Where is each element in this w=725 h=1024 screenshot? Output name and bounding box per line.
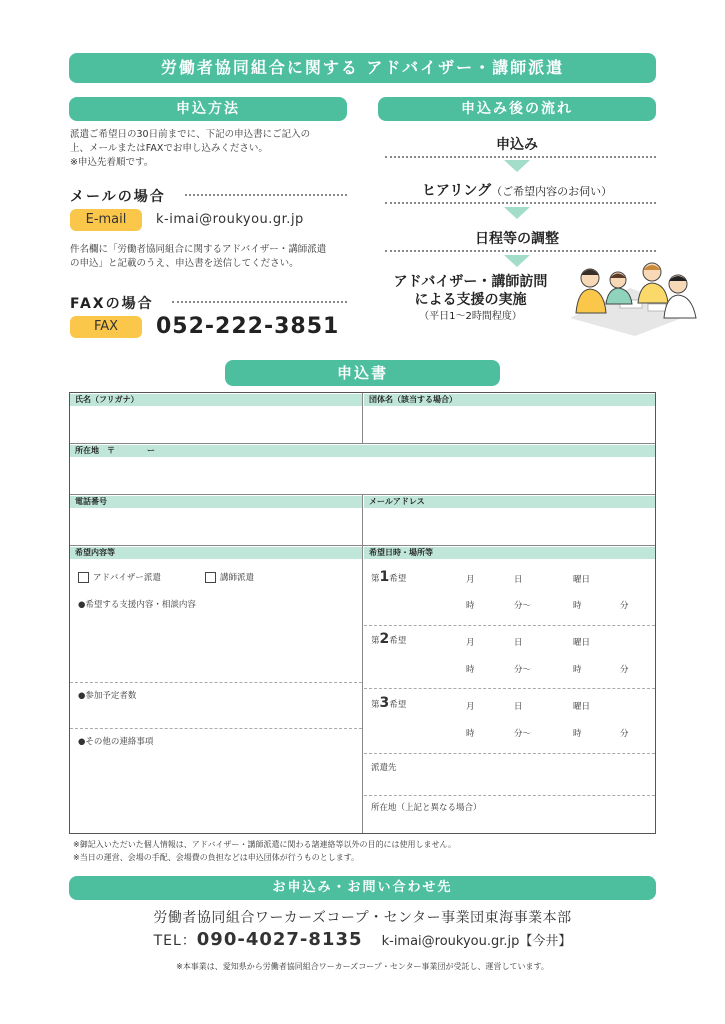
email-field[interactable] — [364, 508, 655, 545]
phone-header: 電話番号 — [70, 496, 362, 508]
day-label: 日 — [514, 702, 523, 712]
hour-label: 時 — [466, 601, 475, 611]
weekday-label: 曜日 — [573, 638, 591, 648]
minute-label: 分 — [620, 601, 629, 611]
flow-step-hearing-label: ヒアリング — [421, 183, 492, 199]
dest-address-label: 所在地（上記と異なる場合） — [371, 803, 482, 813]
flow-step-visit — [378, 273, 563, 325]
support-detail-label: ●希望する支援内容・相談内容 — [78, 600, 196, 610]
minute-label: 分 — [620, 729, 629, 739]
mail-dots-divider — [185, 194, 347, 196]
form-notes — [73, 838, 456, 864]
person-3-body — [664, 295, 696, 318]
mail-section-title: メールの場合 — [70, 189, 166, 205]
preference-2-field[interactable] — [364, 626, 655, 688]
flow-divider-3 — [385, 250, 656, 252]
destination-label: 派遣先 — [371, 763, 397, 773]
apply-intro-line2: 上、メールまたはFAXでお申し込みください。 — [70, 143, 268, 154]
divider — [70, 728, 362, 729]
advisor-checkbox[interactable] — [78, 572, 89, 583]
address-header: 所在地 〒 ー — [70, 445, 655, 457]
month-label: 月 — [466, 702, 475, 712]
mail-note-line2: の申込」と記載のうえ、申込書を送信してください。 — [70, 258, 299, 269]
name-header: 氏名（フリガナ） — [70, 394, 362, 406]
preference-1-field[interactable] — [364, 559, 655, 625]
option-lecturer-label: 講師派遣 — [220, 573, 255, 583]
contact-org: 労働者協同組合ワーカーズコープ・センター事業団東海事業本部 — [153, 910, 572, 926]
email-tag: E-mail — [70, 209, 142, 231]
person-1-hair — [581, 270, 599, 276]
option-advisor[interactable] — [78, 571, 161, 583]
flow-step-hearing-sub: （ご希望内容のお伺い） — [491, 185, 613, 198]
option-advisor-label: アドバイザー派遣 — [93, 573, 161, 583]
hour-label: 時 — [466, 729, 475, 739]
minute-from-label: 分～ — [514, 665, 532, 675]
support-detail-field[interactable] — [70, 613, 362, 681]
note-line1: ※御記入いただいた個人情報は、アドバイザー・講師派遣に関わる諸連絡等以外の目的には使用しません。 — [73, 840, 457, 849]
hour-label: 時 — [573, 601, 582, 611]
option-lecturer[interactable] — [205, 571, 254, 583]
page-title: 労働者協同組合に関する アドバイザー・講師派遣 — [69, 53, 656, 83]
pref-prefix: 第 — [371, 574, 380, 584]
person-2-body — [638, 283, 668, 303]
divider — [364, 753, 655, 754]
apply-intro-line3: ※申込先着順です。 — [70, 157, 154, 168]
minute-from-label: 分～ — [514, 729, 532, 739]
flow-step-apply: 申込み — [496, 137, 538, 153]
pref-suffix: 希望 — [389, 574, 407, 584]
lecturer-checkbox[interactable] — [205, 572, 216, 583]
flow-divider-2 — [385, 202, 656, 204]
meeting-illustration — [560, 258, 700, 336]
pref-suffix: 希望 — [389, 700, 407, 710]
flow-step-schedule: 日程等の調整 — [475, 231, 559, 247]
email-header: メールアドレス — [364, 496, 655, 508]
hour-label: 時 — [573, 665, 582, 675]
flow-step-visit-line1: アドバイザー・講師訪問 — [393, 274, 548, 290]
hour-label: 時 — [466, 665, 475, 675]
apply-intro-line1: 派遣ご希望日の30日前までに、下記の申込書にご記入の — [70, 129, 311, 140]
contact-person: 【今井】 — [519, 934, 572, 949]
minute-label: 分 — [620, 665, 629, 675]
pref-prefix: 第 — [371, 636, 380, 646]
name-field[interactable] — [70, 406, 362, 443]
flow-step-visit-line2: による支援の実施 — [414, 292, 527, 308]
application-form — [69, 392, 656, 834]
form-title: 申込書 — [225, 360, 500, 386]
request-header: 希望内容等 — [70, 547, 362, 559]
contact-line — [69, 929, 656, 950]
mail-note — [70, 243, 355, 271]
pref-number: 3 — [379, 695, 390, 711]
contact-tel: 090-4027-8135 — [196, 929, 363, 950]
apply-intro — [70, 128, 350, 170]
org-field[interactable] — [364, 406, 655, 443]
day-label: 日 — [514, 575, 523, 585]
person-1-body — [576, 289, 606, 313]
month-label: 月 — [466, 575, 475, 585]
weekday-label: 曜日 — [573, 702, 591, 712]
flow-step-visit-sub: （平日1～2時間程度） — [419, 311, 522, 322]
dest-address-field[interactable] — [364, 813, 655, 833]
tel-label: TEL： — [153, 933, 197, 949]
fax-number: 052-222-3851 — [156, 314, 340, 339]
fax-tag: FAX — [70, 316, 142, 338]
address-field[interactable] — [70, 457, 655, 494]
minute-from-label: 分～ — [514, 601, 532, 611]
day-label: 日 — [514, 638, 523, 648]
schedule-header: 希望日時・場所等 — [364, 547, 655, 559]
other-contact-field[interactable] — [70, 748, 362, 832]
divider — [362, 545, 363, 833]
person-3-hair — [669, 276, 687, 281]
flow-arrow-3 — [504, 255, 530, 267]
weekday-label: 曜日 — [573, 575, 591, 585]
fax-dots-divider — [172, 301, 347, 303]
attendees-field[interactable] — [70, 701, 362, 727]
divider — [364, 795, 655, 796]
paper-shape-2 — [648, 304, 666, 311]
org-header: 団体名（該当する場合） — [364, 394, 655, 406]
attendees-label: ●参加予定者数 — [78, 691, 137, 701]
divider — [362, 494, 363, 546]
divider — [70, 443, 655, 444]
destination-field[interactable] — [364, 773, 655, 795]
apply-method-title: 申込方法 — [69, 97, 347, 121]
flow-arrow-1 — [504, 160, 530, 172]
pref-number: 2 — [379, 631, 390, 647]
divider — [70, 682, 362, 683]
footnote: ※本事業は、愛知県から労働者協同組合ワーカーズコープ・センター事業団が受託し、運営しています。 — [176, 962, 549, 971]
contact-title: お申込み・お問い合わせ先 — [69, 876, 656, 900]
contact-email-link[interactable]: k-imai@roukyou.gr.jp — [381, 934, 520, 949]
pref-suffix: 希望 — [389, 636, 407, 646]
apply-email-link[interactable]: k-imai@roukyou.gr.jp — [156, 212, 304, 227]
pref-prefix: 第 — [371, 700, 380, 710]
divider — [362, 393, 363, 443]
preference-3-field[interactable] — [364, 689, 655, 753]
flow-step-hearing — [378, 180, 656, 200]
pref-number: 1 — [379, 569, 390, 585]
other-contact-label: ●その他の連絡事項 — [78, 737, 154, 747]
phone-field[interactable] — [70, 508, 362, 545]
flow-arrow-2 — [504, 207, 530, 219]
flow-title: 申込み後の流れ — [378, 97, 656, 121]
note-line2: ※当日の運営、会場の手配、会場費の負担などは申込団体が行うものとします。 — [73, 853, 360, 862]
month-label: 月 — [466, 638, 475, 648]
hour-label: 時 — [573, 729, 582, 739]
fax-section-title: FAXの場合 — [70, 296, 154, 312]
mail-note-line1: 件名欄に「労働者協同組合に関するアドバイザー・講師派遣 — [70, 244, 327, 255]
flow-divider-1 — [385, 156, 656, 158]
